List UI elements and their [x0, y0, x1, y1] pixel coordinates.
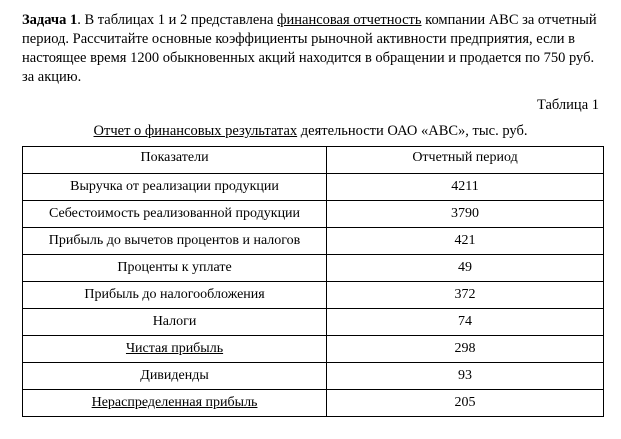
- task-text-start: . В таблицах 1 и 2 представлена: [77, 12, 278, 28]
- row-value: 93: [327, 363, 604, 390]
- row-indicator: [23, 255, 327, 282]
- net-profit-link[interactable]: Чистая прибыль: [125, 341, 224, 356]
- row-indicator: [23, 390, 327, 417]
- row-value: 421: [327, 228, 604, 255]
- row-indicator-label: Налоги: [152, 314, 197, 329]
- financial-results-table: [22, 146, 604, 417]
- row-indicator: [23, 174, 327, 201]
- table-row: [23, 309, 604, 336]
- task-text-end: компании АВС за отчетный период. Рассчитайте основные коэффициенты рыночной активности предприятия, если в настоящее время 1200 обыкновенных акций находится в обращении и продается по 750 руб. за акцию.: [22, 12, 597, 85]
- table-row: [23, 228, 604, 255]
- row-indicator: [23, 282, 327, 309]
- financial-statements-link[interactable]: финансовая отчетность: [277, 12, 422, 28]
- retained-earnings-link[interactable]: Нераспределенная прибыль: [91, 395, 258, 410]
- row-indicator: [23, 336, 327, 363]
- task-paragraph: [22, 11, 602, 87]
- table-row: [23, 174, 604, 201]
- row-value: 4211: [327, 174, 604, 201]
- row-value: 3790: [327, 201, 604, 228]
- table-row: [23, 390, 604, 417]
- row-indicator-label: Себестоимость реализованной продукции: [49, 206, 301, 221]
- row-indicator: [23, 228, 327, 255]
- table-header-row: [23, 147, 604, 174]
- table-row: [23, 336, 604, 363]
- table-row: [23, 363, 604, 390]
- row-value: 74: [327, 309, 604, 336]
- table-caption-rest: деятельности ОАО «АВС», тыс. руб.: [297, 123, 528, 139]
- row-indicator-label: Дивиденды: [140, 368, 209, 383]
- table-caption-link[interactable]: Отчет о финансовых результатах: [93, 123, 298, 139]
- table-body: [23, 174, 604, 417]
- row-indicator-label: Выручка от реализации продукции: [70, 179, 279, 194]
- table-row: [23, 201, 604, 228]
- row-indicator-label: Прибыль до вычетов процентов и налогов: [48, 233, 301, 248]
- row-indicator: [23, 201, 327, 228]
- row-indicator-label: Прибыль до налогообложения: [84, 287, 265, 302]
- header-reporting-period: Отчетный период: [327, 147, 604, 174]
- table-row: [23, 255, 604, 282]
- row-value: 205: [327, 390, 604, 417]
- header-indicators: Показатели: [23, 147, 327, 174]
- task-label: Задача 1: [22, 12, 78, 28]
- row-value: 49: [327, 255, 604, 282]
- table-caption: [0, 122, 621, 141]
- row-indicator: [23, 309, 327, 336]
- row-indicator: [23, 363, 327, 390]
- row-indicator-label: Проценты к уплате: [117, 260, 232, 275]
- table-number: Таблица 1: [536, 97, 599, 113]
- table-row: [23, 282, 604, 309]
- row-value: 372: [327, 282, 604, 309]
- row-value: 298: [327, 336, 604, 363]
